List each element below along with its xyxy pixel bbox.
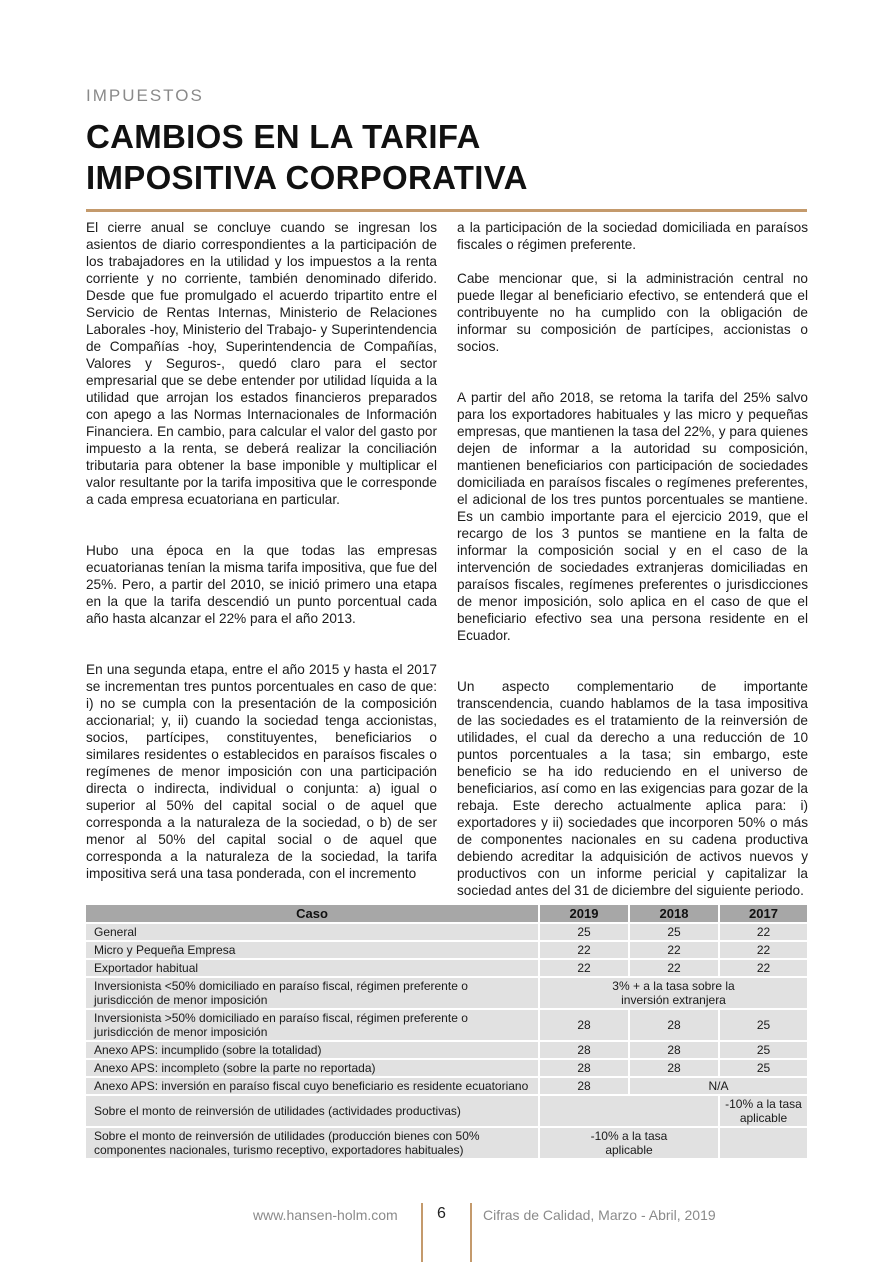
value-cell: 22 — [718, 960, 807, 976]
header-2018: 2018 — [628, 905, 718, 922]
case-cell: Sobre el monto de reinversión de utilidades (actividades productivas) — [86, 1096, 538, 1126]
case-cell: Inversionista <50% domiciliado en paraíso fiscal, régimen preferente o jurisdicción de menor imposición — [86, 978, 538, 1008]
table-row — [86, 942, 807, 958]
value-cell-merged — [538, 1128, 718, 1158]
value-cell: 25 — [628, 924, 718, 940]
value-cell: 25 — [718, 1010, 807, 1040]
value-cell: 22 — [718, 924, 807, 940]
case-cell: Anexo APS: incompleto (sobre la parte no reportada) — [86, 1060, 538, 1076]
value-cell — [718, 1128, 807, 1158]
left-paragraph-1: El cierre anual se concluye cuando se ingresan los asientos de diario correspondientes a la participación de los trabajadores en la utilidad y los impuestos a la renta corriente y no corriente, también denominado diferido. Desde que fue promulgado el acuerdo tripartito entre el Servicio de Rentas Internas, Ministerio de Relaciones Laborales -hoy, Ministerio del Trabajo- y Superintendencia de Compañías -hoy, Superintendencia de Compañías, Valores y Seguros-, quedó claro para el sector empresarial que se debe entender por utilidad líquida a la utilidad que arrojan los estados financieros preparados con apego a las Normas Internacionales de Información Financiera. En cambio, para calcular el valor del gasto por impuesto a la renta, se deberá realizar la conciliación tributaria para obtener la base imponible y multiplicar el valor resultante por la tarifa impositiva que le corresponde a cada empresa ecuatoriana en particular. — [86, 220, 437, 507]
right-paragraph-4: Un aspecto complementario de importante transcendencia, cuando hablamos de la tasa impositiva de las sociedades es el tratamiento de la reinversión de utilidades, el cual da derecho a una reducción de 10 puntos porcentuales a la tasa; sin embargo, este beneficio se ha ido reduciendo en el universo de beneficiarios, así como en las exigencias para gozar de la rebaja. Este derecho actualmente aplica para: i) exportadores y ii) sociedades que incorporen 50% o más de componentes nacionales en su cadena productiva debiendo acreditar la adquisición de activos nuevos y productivos con un informe pericial y capitalizar la sociedad antes del 31 de diciembre del siguiente periodo. — [457, 679, 808, 898]
left-column — [86, 219, 437, 882]
header-2017: 2017 — [718, 905, 807, 922]
right-column — [457, 219, 808, 899]
case-cell: Micro y Pequeña Empresa — [86, 942, 538, 958]
value-cell: -10% a la tasa aplicable — [718, 1096, 807, 1126]
header-2019: 2019 — [538, 905, 628, 922]
right-paragraph-3: A partir del año 2018, se retoma la tarifa del 25% salvo para los exportadores habituales y las micro y pequeñas empresas, que mantienen la tasa del 22%, y para quienes dejen de informar a la autoridad su composición, mantienen beneficiarios con participación de sociedades domiciliada en paraísos fiscales o regímenes preferentes, el adicional de los tres puntos porcentuales se mantiene. Es un cambio importante para el ejercicio 2019, que el recargo de los 3 puntos se mantiene en la falta de informar la composición social y en el caso de la intervención de sociedades extranjeras domiciliadas en paraísos fiscales, regímenes preferentes o jurisdicciones de menor imposición, solo aplica en el caso de que el beneficiario efectivo sea una persona residente en el Ecuador. — [457, 390, 808, 643]
title-divider — [86, 209, 807, 212]
table-header-row — [86, 905, 807, 922]
value-cell: 22 — [538, 960, 628, 976]
table-row — [86, 1128, 807, 1158]
value-cell: 25 — [718, 1060, 807, 1076]
value-cell: 28 — [628, 1010, 718, 1040]
value-cell: 22 — [718, 942, 807, 958]
value-cell: 28 — [628, 1042, 718, 1058]
value-cell: 25 — [718, 1042, 807, 1058]
table-row — [86, 960, 807, 976]
table-row — [86, 924, 807, 940]
footer-url[interactable]: www.hansen-holm.com — [253, 1207, 398, 1223]
section-kicker: IMPUESTOS — [86, 86, 204, 105]
case-cell: Exportador habitual — [86, 960, 538, 976]
table-row — [86, 1078, 807, 1094]
publication-info: Cifras de Calidad, Marzo - Abril, 2019 — [483, 1207, 716, 1223]
value-cell-merged — [538, 1096, 718, 1126]
case-cell: Anexo APS: inversión en paraíso fiscal cuyo beneficiario es residente ecuatoriano — [86, 1078, 538, 1094]
right-paragraph-1: a la participación de la sociedad domiciliada en paraísos fiscales o régimen preferente. — [457, 220, 808, 252]
footer-divider-left — [421, 1203, 423, 1262]
page-number: 6 — [437, 1205, 446, 1222]
value-cell: 28 — [538, 1042, 628, 1058]
merged-value-text: -10% a la tasa aplicable — [590, 1129, 668, 1157]
case-cell: Anexo APS: incumplido (sobre la totalidad) — [86, 1042, 538, 1058]
header-caso: Caso — [86, 905, 538, 922]
table-row — [86, 1010, 807, 1040]
right-paragraph-2: Cabe mencionar que, si la administración central no puede llegar al beneficiario efectivo, se entenderá que el contribuyente no ha cumplido con la obligación de informar su composición de partícipes, accionistas o socios. — [457, 271, 808, 354]
value-cell: 22 — [628, 960, 718, 976]
value-cell: 28 — [538, 1060, 628, 1076]
value-cell: 28 — [628, 1060, 718, 1076]
title-line-2: IMPOSITIVA CORPORATIVA — [86, 159, 528, 196]
case-cell: General — [86, 924, 538, 940]
value-cell: 22 — [538, 942, 628, 958]
value-cell: 25 — [538, 924, 628, 940]
table-row — [86, 1042, 807, 1058]
merged-value-text: 3% + a la tasa sobre la inversión extranjera — [612, 979, 735, 1007]
value-cell: 28 — [538, 1010, 628, 1040]
value-cell-merged — [538, 978, 807, 1008]
case-cell: Sobre el monto de reinversión de utilidades (producción bienes con 50% componentes nacionales, turismo receptivo, exportadores habituales) — [86, 1128, 538, 1158]
left-paragraph-2: Hubo una época en la que todas las empresas ecuatorianas tenían la misma tarifa impositiva, que fue del 25%. Pero, a partir del 2010, se inició primero una etapa en la que la tarifa descendió un punto porcentual cada año hasta alcanzar el 22% para el año 2013. — [86, 543, 437, 626]
value-cell: 28 — [538, 1078, 628, 1094]
table-row — [86, 1096, 807, 1126]
value-cell: 22 — [628, 942, 718, 958]
tax-rate-table — [86, 903, 807, 1160]
table-row — [86, 978, 807, 1008]
page-title — [86, 116, 806, 198]
left-paragraph-3: En una segunda etapa, entre el año 2015 y hasta el 2017 se incrementan tres puntos porcentuales en caso de que: i) no se cumpla con la presentación de la composición accionarial; y, ii) cuando la sociedad tenga accionistas, socios, partícipes, constituyentes, beneficiarios o similares residentes o establecidos en paraísos fiscales o regímenes de menor imposición con una participación directa o indirecta, individual o conjunta: a) igual o superior al 50% del capital social o de aquel que corresponda a la naturaleza de la sociedad, o b) de ser menor al 50% del capital social o de aquel que corresponda a la naturaleza de la sociedad, la tarifa impositiva será una tasa ponderada, con el incremento — [86, 662, 437, 881]
case-cell: Inversionista >50% domiciliado en paraíso fiscal, régimen preferente o jurisdicción de menor imposición — [86, 1010, 538, 1040]
title-line-1: CAMBIOS EN LA TARIFA — [86, 118, 481, 155]
table-row — [86, 1060, 807, 1076]
footer-divider-right — [470, 1203, 472, 1262]
value-cell-merged: N/A — [628, 1078, 807, 1094]
